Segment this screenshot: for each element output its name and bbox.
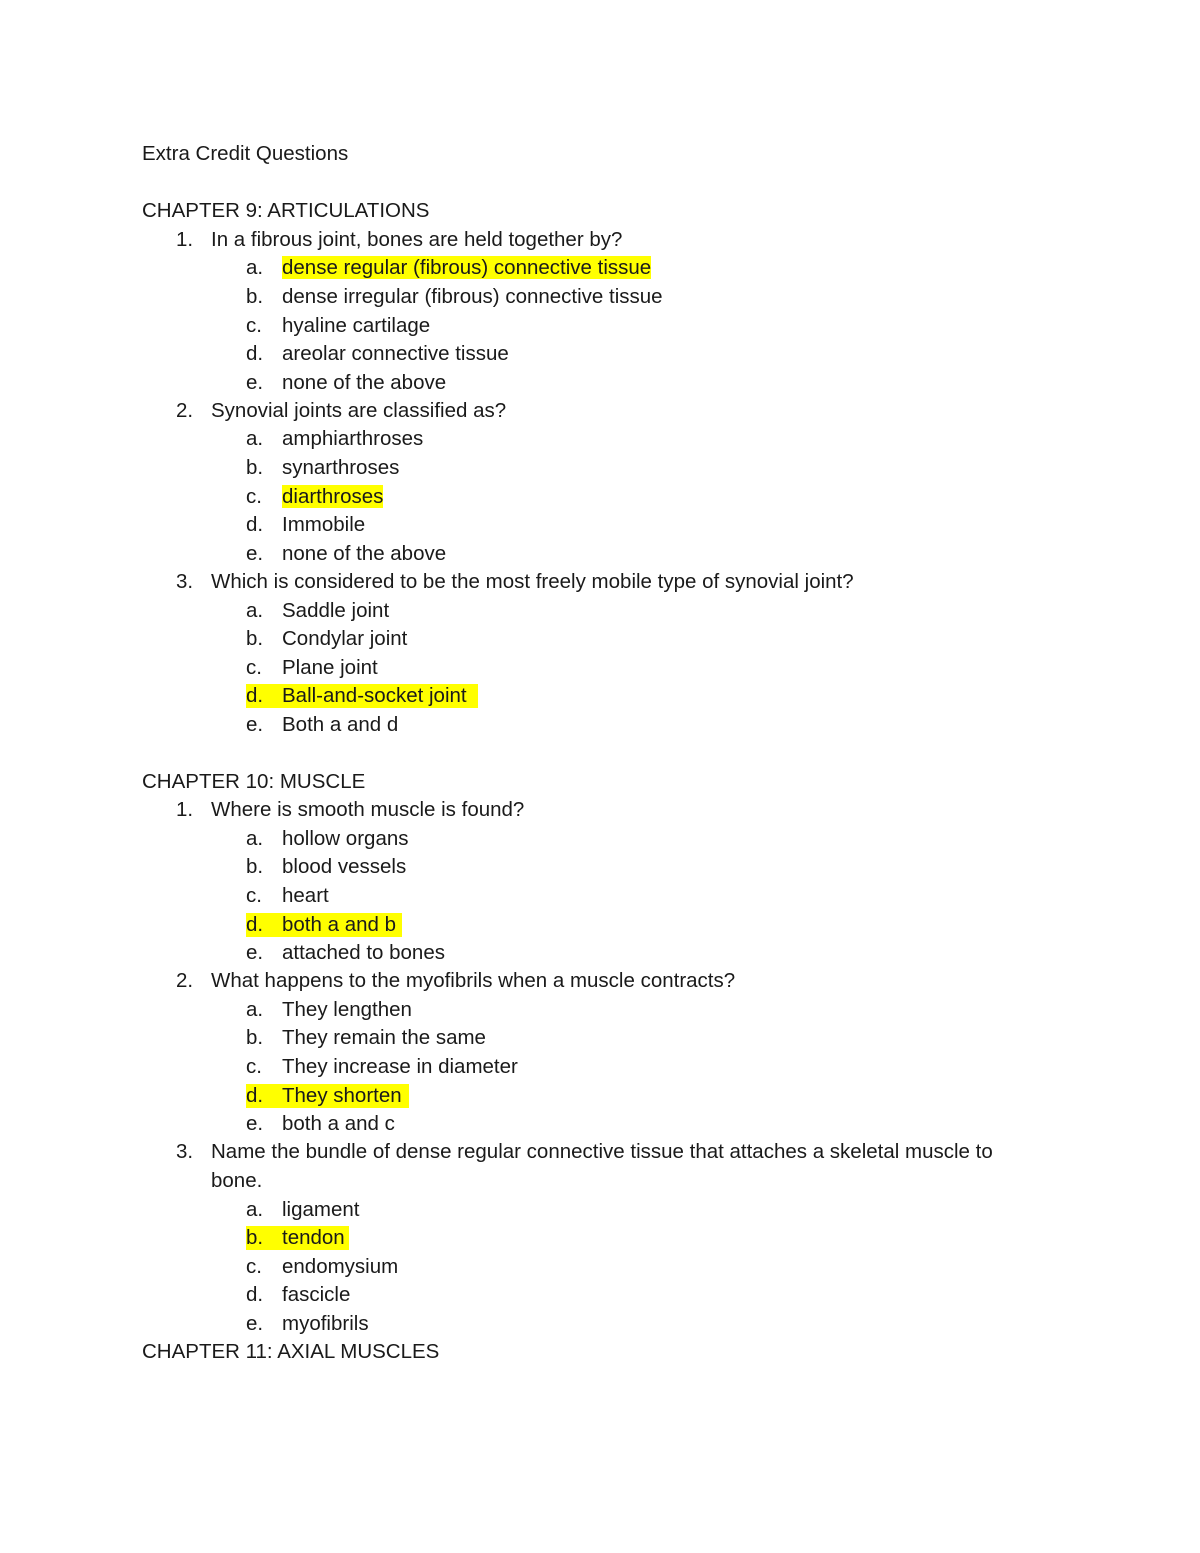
option-letter: b. [246, 627, 264, 650]
option-letter: e. [246, 1112, 264, 1135]
option-text: endomysium [282, 1255, 399, 1278]
question-text: What happens to the myofibrils when a muscle contracts? [211, 969, 736, 992]
document-title: Extra Credit Questions [142, 142, 349, 165]
question-text-continued: bone. [211, 1169, 263, 1192]
question-text: Name the bundle of dense regular connective tissue that attaches a skeletal muscle to [211, 1140, 993, 1163]
option-letter: a. [246, 427, 264, 450]
option-text: hollow organs [282, 827, 409, 850]
option-text: Immobile [282, 513, 366, 536]
question-number: 2. [176, 399, 194, 422]
option-text: none of the above [282, 371, 447, 394]
option-letter: c. [246, 1055, 262, 1078]
option-text-correct: They shorten [282, 1084, 402, 1107]
option-letter: c. [246, 656, 262, 679]
option-text: Saddle joint [282, 599, 390, 622]
option-letter: c. [246, 485, 262, 508]
option-letter: b. [246, 456, 264, 479]
option-letter: a. [246, 599, 264, 622]
option-letter: a. [246, 256, 264, 279]
question-number: 3. [176, 570, 194, 593]
chapter-heading: CHAPTER 11: AXIAL MUSCLES [142, 1340, 440, 1363]
question-number: 1. [176, 798, 194, 821]
question-text: In a fibrous joint, bones are held together by? [211, 228, 623, 251]
question-text: Which is considered to be the most freely mobile type of synovial joint? [211, 570, 854, 593]
option-letter: a. [246, 998, 264, 1021]
option-text-correct: Ball-and-socket joint [282, 684, 467, 707]
question-text: Synovial joints are classified as? [211, 399, 507, 422]
option-text: hyaline cartilage [282, 314, 431, 337]
option-text: They remain the same [282, 1026, 486, 1049]
option-text: heart [282, 884, 329, 907]
option-text: Both a and d [282, 713, 399, 736]
option-text: both a and c [282, 1112, 395, 1135]
option-letter: c. [246, 314, 262, 337]
option-text-correct: diarthroses [282, 485, 384, 508]
option-letter: d. [246, 1283, 264, 1306]
option-text: They lengthen [282, 998, 412, 1021]
option-letter: b. [246, 855, 264, 878]
option-letter: d. [246, 342, 264, 365]
option-text: areolar connective tissue [282, 342, 509, 365]
question-number: 1. [176, 228, 194, 251]
option-letter: d. [246, 684, 264, 707]
option-text: attached to bones [282, 941, 445, 964]
option-text: Condylar joint [282, 627, 408, 650]
question-number: 3. [176, 1140, 194, 1163]
option-text: fascicle [282, 1283, 351, 1306]
option-text: Plane joint [282, 656, 378, 679]
option-letter: c. [246, 1255, 262, 1278]
option-letter: b. [246, 285, 264, 308]
option-text-correct: both a and b [282, 913, 396, 936]
option-text: myofibrils [282, 1312, 369, 1335]
option-text: dense irregular (fibrous) connective tissue [282, 285, 663, 308]
option-text: none of the above [282, 542, 447, 565]
option-letter: c. [246, 884, 262, 907]
option-letter: d. [246, 1084, 264, 1107]
option-text-correct: dense regular (fibrous) connective tissue [282, 256, 652, 279]
option-letter: d. [246, 913, 264, 936]
option-letter: d. [246, 513, 264, 536]
option-letter: b. [246, 1226, 264, 1249]
option-letter: e. [246, 1312, 264, 1335]
question-text: Where is smooth muscle is found? [211, 798, 525, 821]
option-text: synarthroses [282, 456, 400, 479]
chapter-heading: CHAPTER 9: ARTICULATIONS [142, 199, 430, 222]
option-letter: a. [246, 827, 264, 850]
option-text: ligament [282, 1198, 360, 1221]
option-text: amphiarthroses [282, 427, 424, 450]
option-letter: e. [246, 713, 264, 736]
option-letter: a. [246, 1198, 264, 1221]
chapter-heading: CHAPTER 10: MUSCLE [142, 770, 366, 793]
option-letter: e. [246, 941, 264, 964]
option-text-correct: tendon [282, 1226, 345, 1249]
question-number: 2. [176, 969, 194, 992]
option-letter: e. [246, 371, 264, 394]
option-letter: b. [246, 1026, 264, 1049]
option-text: They increase in diameter [282, 1055, 518, 1078]
option-letter: e. [246, 542, 264, 565]
option-text: blood vessels [282, 855, 407, 878]
